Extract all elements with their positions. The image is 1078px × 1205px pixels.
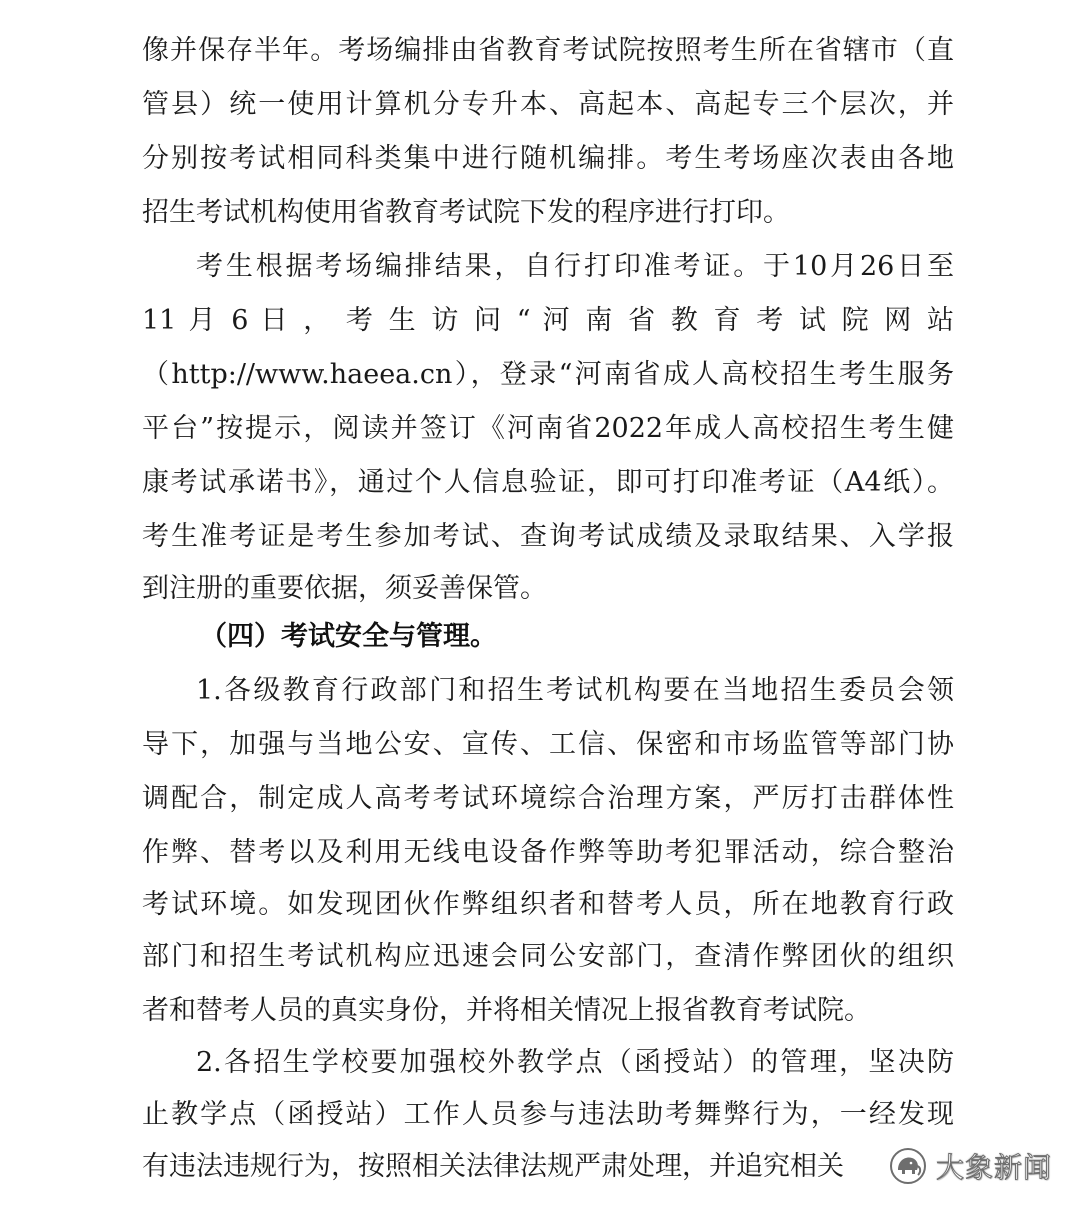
watermark-text: 大象新闻 [936,1151,1053,1184]
text-line: 11 月 6 日 ， 考 生 访 问 “ 河 南 省 教 育 考 试 院 网 站 [142,305,954,336]
paragraph-first-line: 1.各级教育行政部门和招生考试机构要在当地招生委员会领 [196,675,954,706]
text-line: 作弊、替考以及利用无线电设备作弊等助考犯罪活动，综合整治 [142,837,954,868]
text-line: 者和替考人员的真实身份，并将相关情况上报省教育考试院。 [142,995,871,1026]
text-line: 部门和招生考试机构应迅速会同公安部门，查清作弊团伙的组织 [142,941,954,972]
text-line: 招生考试机构使用省教育考试院下发的程序进行打印。 [142,197,790,228]
text-line: 分别按考试相同科类集中进行随机编排。考生考场座次表由各地 [142,143,954,174]
paragraph-first-line: 2.各招生学校要加强校外教学点（函授站）的管理，坚决防 [196,1047,954,1078]
text-line: （http://www.haeea.cn），登录“河南省成人高校招生考生服务 [142,359,954,390]
text-line: 止教学点（函授站）工作人员参与违法助考舞弊行为，一经发现 [142,1099,954,1130]
text-line: 像并保存半年。考场编排由省教育考试院按照考生所在省辖市（直 [142,35,954,66]
text-line: 考生准考证是考生参加考试、查询考试成绩及录取结果、入学报 [142,521,954,552]
text-line: 平台”按提示，阅读并签订《河南省2022年成人高校招生考生健 [142,413,954,444]
text-line: 有违法违规行为，按照相关法律法规严肃处理，并追究相关 [142,1151,844,1182]
section-heading: （四）考试安全与管理。 [200,621,497,652]
text-line: 康考试承诺书》，通过个人信息验证，即可打印准考证（A4纸）。 [142,467,954,498]
elephant-logo-icon [888,1146,928,1186]
text-line: 管县）统一使用计算机分专升本、高起本、高起专三个层次，并 [142,89,954,120]
text-line: 调配合，制定成人高考考试环境综合治理方案，严厉打击群体性 [142,783,954,814]
watermark [888,1142,1052,1190]
paragraph-first-line: 考生根据考场编排结果，自行打印准考证。于10月26日至 [196,251,954,282]
text-line: 考试环境。如发现团伙作弊组织者和替考人员，所在地教育行政 [142,889,954,920]
text-line: 到注册的重要依据，须妥善保管。 [142,573,547,604]
text-line: 导下，加强与当地公安、宣传、工信、保密和市场监管等部门协 [142,729,954,760]
